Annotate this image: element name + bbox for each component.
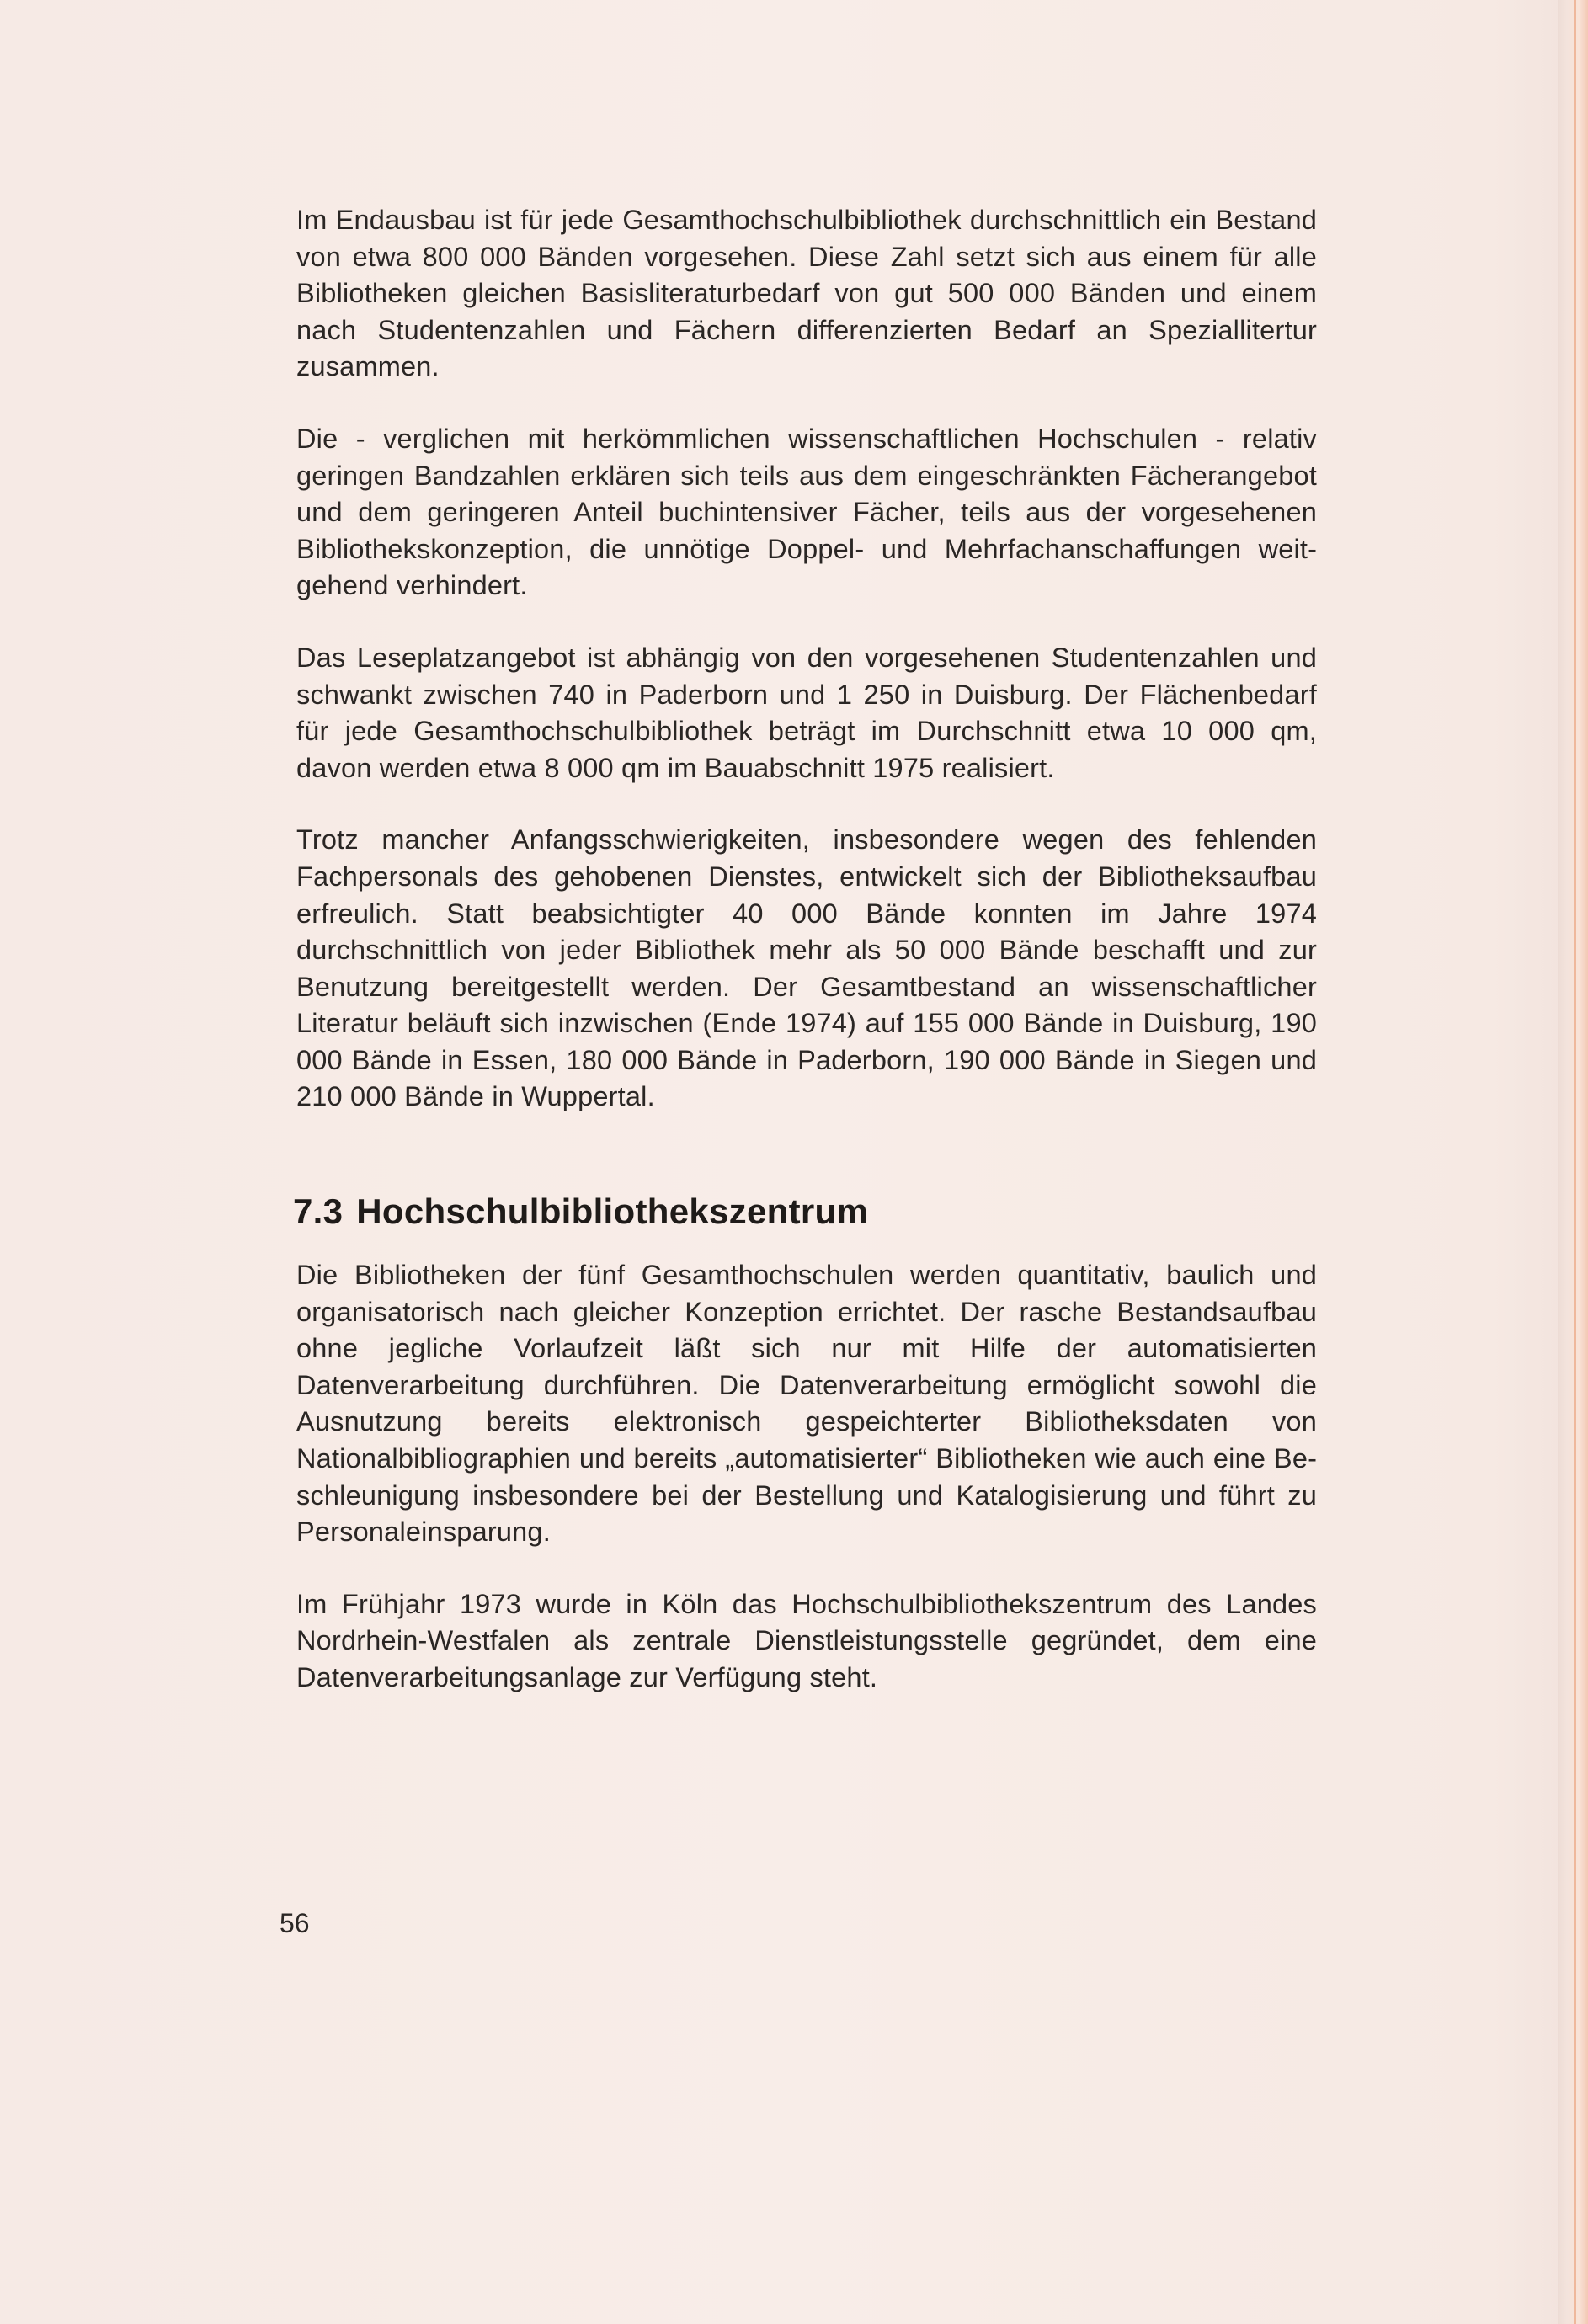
section-heading (293, 1190, 1317, 1234)
section-title: Hochschulbibliothekszentrum (356, 1191, 869, 1232)
paragraph-endausbau: Im Endausbau ist für jede Gesamthochschulbibliothek durchschnittlich ein Bestand von etwa 800 000 Bänden vorgesehen. Diese Zahl setzt sich aus einem für alle Bibliotheken gleichen Basisliteraturbedarf von gut 500 000 Bänden und einem nach Studentenzahlen und Fächern differenzierten Bedarf an Speziallitertur zusammen. (296, 205, 1317, 382)
page-body (293, 202, 1317, 1732)
paragraph-bibliotheksaufbau: Trotz mancher Anfangsschwierigkeiten, insbesondere wegen des fehlenden Fachpersonals des gehobenen Dienstes, entwickelt sich der Bibliotheksaufbau erfreulich. Statt beabsichtigter 40 000 Bände konnten im Jahre 1974 durchschnittlich von jeder Bibliothek mehr als 50 000 Bände beschafft und zur Benutzung bereitgestellt werden. Der Gesamtbestand an wissenschaftlicher Literatur beläuft sich inzwischen (Ende 1974) auf 155 000 Bände in Duisburg, 190 000 Bände in Essen, 180 000 Bände in Paderborn, 190 000 Bände in Siegen und 210 000 Bände in Wuppertal. (296, 824, 1317, 1112)
paragraph-konzeption: Die Bibliotheken der fünf Gesamthochschulen werden quantitativ, baulich und organisatorisch nach gleicher Konzeption errichtet. Der rasche Bestandsaufbau ohne jegliche Vorlaufzeit läßt sich nur mit Hilfe der automatisierten Datenverarbeitung durchführen. Die Datenverarbeitung ermöglicht sowohl die Ausnutzung bereits elektronisch gespeichterter Bibliotheksdaten von Nationalbibliographien und bereits „automatisierter“ Bibliotheken wie auch eine Beschleunigung insbesondere bei der Bestellung und Katalogisierung und führt zu Personaleinsparung. (296, 1260, 1317, 1548)
paragraph-leseplatzangebot: Das Leseplatzangebot ist abhängig von den vorgesehenen Studentenzahlen und schwankt zwischen 740 in Paderborn und 1 250 in Duisburg. Der Flächenbedarf für jede Gesamthochschulbibliothek beträgt im Durchschnitt etwa 10 000 qm, davon werden etwa 8 000 qm im Bauabschnitt 1975 realisiert. (296, 642, 1317, 783)
paragraph-gruendung: Im Frühjahr 1973 wurde in Köln das Hochschulbibliothekszentrum des Landes Nordrhein-Westfalen als zentrale Dienstleistungsstelle gegründet, dem eine Datenverarbeitungsanlage zur Verfügung steht. (296, 1588, 1317, 1692)
page-number: 56 (280, 1908, 310, 1938)
section-number: 7.3 (293, 1191, 344, 1232)
page-edge-line (1574, 0, 1576, 2324)
paragraph-bandzahlen: Die - verglichen mit herkömmlichen wissenschaftlichen Hochschulen - relativ geringen Bandzahlen erklären sich teils aus dem eingeschränkten Fächerangebot und dem geringeren Anteil buchintensiver Fächer, teils aus der vorgesehenen Bibliothekskonzeption, die unnötige Doppel- und Mehrfachanschaffungen weitgehend verhindert. (296, 423, 1317, 601)
page-edge (1558, 0, 1588, 2324)
